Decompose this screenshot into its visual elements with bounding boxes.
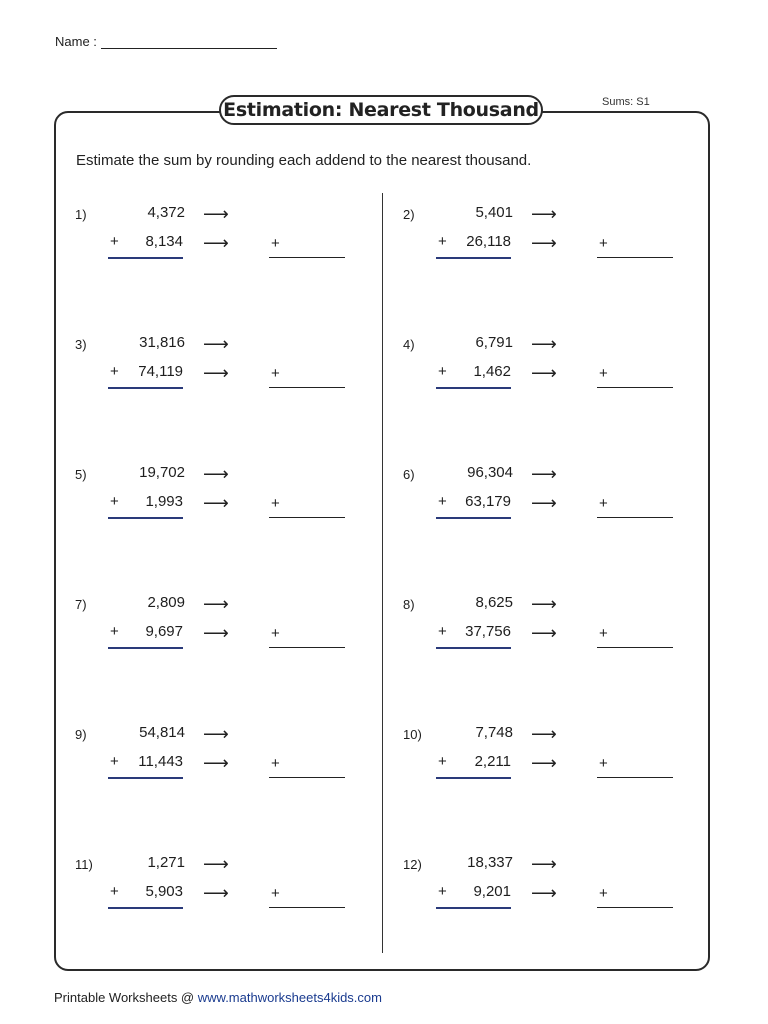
column-divider (382, 193, 383, 953)
answer-plus-sign: + (271, 495, 280, 512)
answer-plus-sign: + (599, 495, 608, 512)
problem-number: 2) (403, 207, 415, 222)
addend-2: 1,993 (145, 493, 183, 510)
problem-item (75, 594, 375, 677)
problem-item (403, 724, 703, 807)
addend-2: 11,443 (138, 753, 183, 770)
addend-1: 4,372 (147, 204, 185, 221)
arrow-icon: ⟶ (203, 854, 229, 874)
name-label: Name : (55, 34, 97, 49)
plus-sign: + (110, 623, 119, 640)
sum-underline (108, 647, 183, 649)
addend-1: 2,809 (147, 594, 185, 611)
name-field-row (55, 34, 277, 49)
instructions: Estimate the sum by rounding each addend to the nearest thousand. (76, 152, 532, 169)
arrow-icon: ⟶ (203, 233, 229, 253)
answer-blank[interactable] (269, 907, 345, 908)
sum-underline (108, 257, 183, 259)
name-blank-line[interactable] (101, 34, 277, 49)
answer-blank[interactable] (269, 517, 345, 518)
answer-blank[interactable] (269, 257, 345, 258)
sum-underline (436, 517, 511, 519)
plus-sign: + (438, 883, 447, 900)
addend-2: 9,697 (145, 623, 183, 640)
plus-sign: + (438, 363, 447, 380)
answer-blank[interactable] (269, 647, 345, 648)
arrow-icon: ⟶ (203, 883, 229, 903)
answer-plus-sign: + (271, 755, 280, 772)
arrow-icon: ⟶ (531, 753, 557, 773)
sum-underline (108, 907, 183, 909)
addend-1: 8,625 (475, 594, 513, 611)
sum-underline (436, 777, 511, 779)
problem-number: 1) (75, 207, 87, 222)
worksheet-code: Sums: S1 (602, 96, 650, 108)
addend-2: 37,756 (465, 623, 511, 640)
footer-label: Printable Worksheets @ (54, 990, 198, 1005)
problem-number: 4) (403, 337, 415, 352)
answer-plus-sign: + (599, 625, 608, 642)
sum-underline (108, 777, 183, 779)
arrow-icon: ⟶ (203, 623, 229, 643)
arrow-icon: ⟶ (203, 363, 229, 383)
problem-item (403, 464, 703, 547)
sum-underline (436, 257, 511, 259)
plus-sign: + (110, 233, 119, 250)
arrow-icon: ⟶ (531, 464, 557, 484)
problem-item (75, 334, 375, 417)
addend-1: 5,401 (475, 204, 513, 221)
addend-2: 8,134 (145, 233, 183, 250)
sum-underline (108, 387, 183, 389)
answer-plus-sign: + (599, 365, 608, 382)
addend-1: 96,304 (467, 464, 513, 481)
arrow-icon: ⟶ (531, 363, 557, 383)
addend-1: 6,791 (475, 334, 513, 351)
addend-2: 2,211 (474, 753, 511, 770)
addend-1: 19,702 (139, 464, 185, 481)
answer-plus-sign: + (599, 755, 608, 772)
problem-item (403, 854, 703, 937)
plus-sign: + (438, 753, 447, 770)
problem-number: 11) (75, 857, 93, 872)
arrow-icon: ⟶ (531, 724, 557, 744)
problem-number: 10) (403, 727, 422, 742)
answer-plus-sign: + (271, 625, 280, 642)
worksheet-title: Estimation: Nearest Thousand (219, 95, 543, 125)
problem-item (403, 594, 703, 677)
addend-1: 18,337 (467, 854, 513, 871)
arrow-icon: ⟶ (531, 334, 557, 354)
arrow-icon: ⟶ (531, 623, 557, 643)
answer-blank[interactable] (597, 387, 673, 388)
answer-plus-sign: + (599, 235, 608, 252)
plus-sign: + (110, 753, 119, 770)
arrow-icon: ⟶ (203, 493, 229, 513)
answer-plus-sign: + (271, 235, 280, 252)
plus-sign: + (438, 623, 447, 640)
problem-number: 5) (75, 467, 87, 482)
problem-number: 12) (403, 857, 422, 872)
addend-2: 1,462 (473, 363, 511, 380)
problem-number: 6) (403, 467, 415, 482)
arrow-icon: ⟶ (531, 233, 557, 253)
answer-blank[interactable] (597, 777, 673, 778)
addend-2: 74,119 (138, 363, 183, 380)
plus-sign: + (438, 493, 447, 510)
sum-underline (436, 647, 511, 649)
answer-blank[interactable] (597, 257, 673, 258)
addend-1: 31,816 (139, 334, 185, 351)
arrow-icon: ⟶ (531, 854, 557, 874)
arrow-icon: ⟶ (531, 883, 557, 903)
problem-item (403, 204, 703, 287)
arrow-icon: ⟶ (203, 594, 229, 614)
answer-plus-sign: + (599, 885, 608, 902)
arrow-icon: ⟶ (203, 724, 229, 744)
problem-number: 3) (75, 337, 87, 352)
arrow-icon: ⟶ (531, 204, 557, 224)
problem-item (75, 464, 375, 547)
answer-blank[interactable] (269, 777, 345, 778)
arrow-icon: ⟶ (203, 204, 229, 224)
answer-blank[interactable] (597, 517, 673, 518)
addend-2: 63,179 (465, 493, 511, 510)
addend-1: 1,271 (147, 854, 185, 871)
addend-2: 9,201 (473, 883, 511, 900)
sum-underline (108, 517, 183, 519)
problem-number: 8) (403, 597, 415, 612)
addend-2: 26,118 (466, 233, 511, 250)
answer-plus-sign: + (271, 885, 280, 902)
footer-url[interactable]: www.mathworksheets4kids.com (197, 990, 382, 1005)
answer-blank[interactable] (269, 387, 345, 388)
answer-blank[interactable] (597, 907, 673, 908)
problem-number: 7) (75, 597, 87, 612)
plus-sign: + (110, 493, 119, 510)
addend-2: 5,903 (145, 883, 183, 900)
problem-item (403, 334, 703, 417)
problem-item (75, 204, 375, 287)
footer (54, 990, 382, 1005)
addend-1: 7,748 (475, 724, 513, 741)
arrow-icon: ⟶ (203, 753, 229, 773)
answer-plus-sign: + (271, 365, 280, 382)
answer-blank[interactable] (597, 647, 673, 648)
plus-sign: + (110, 883, 119, 900)
addend-1: 54,814 (139, 724, 185, 741)
plus-sign: + (110, 363, 119, 380)
problem-item (75, 724, 375, 807)
plus-sign: + (438, 233, 447, 250)
problem-item (75, 854, 375, 937)
arrow-icon: ⟶ (203, 464, 229, 484)
arrow-icon: ⟶ (203, 334, 229, 354)
sum-underline (436, 907, 511, 909)
arrow-icon: ⟶ (531, 594, 557, 614)
problem-number: 9) (75, 727, 87, 742)
sum-underline (436, 387, 511, 389)
arrow-icon: ⟶ (531, 493, 557, 513)
